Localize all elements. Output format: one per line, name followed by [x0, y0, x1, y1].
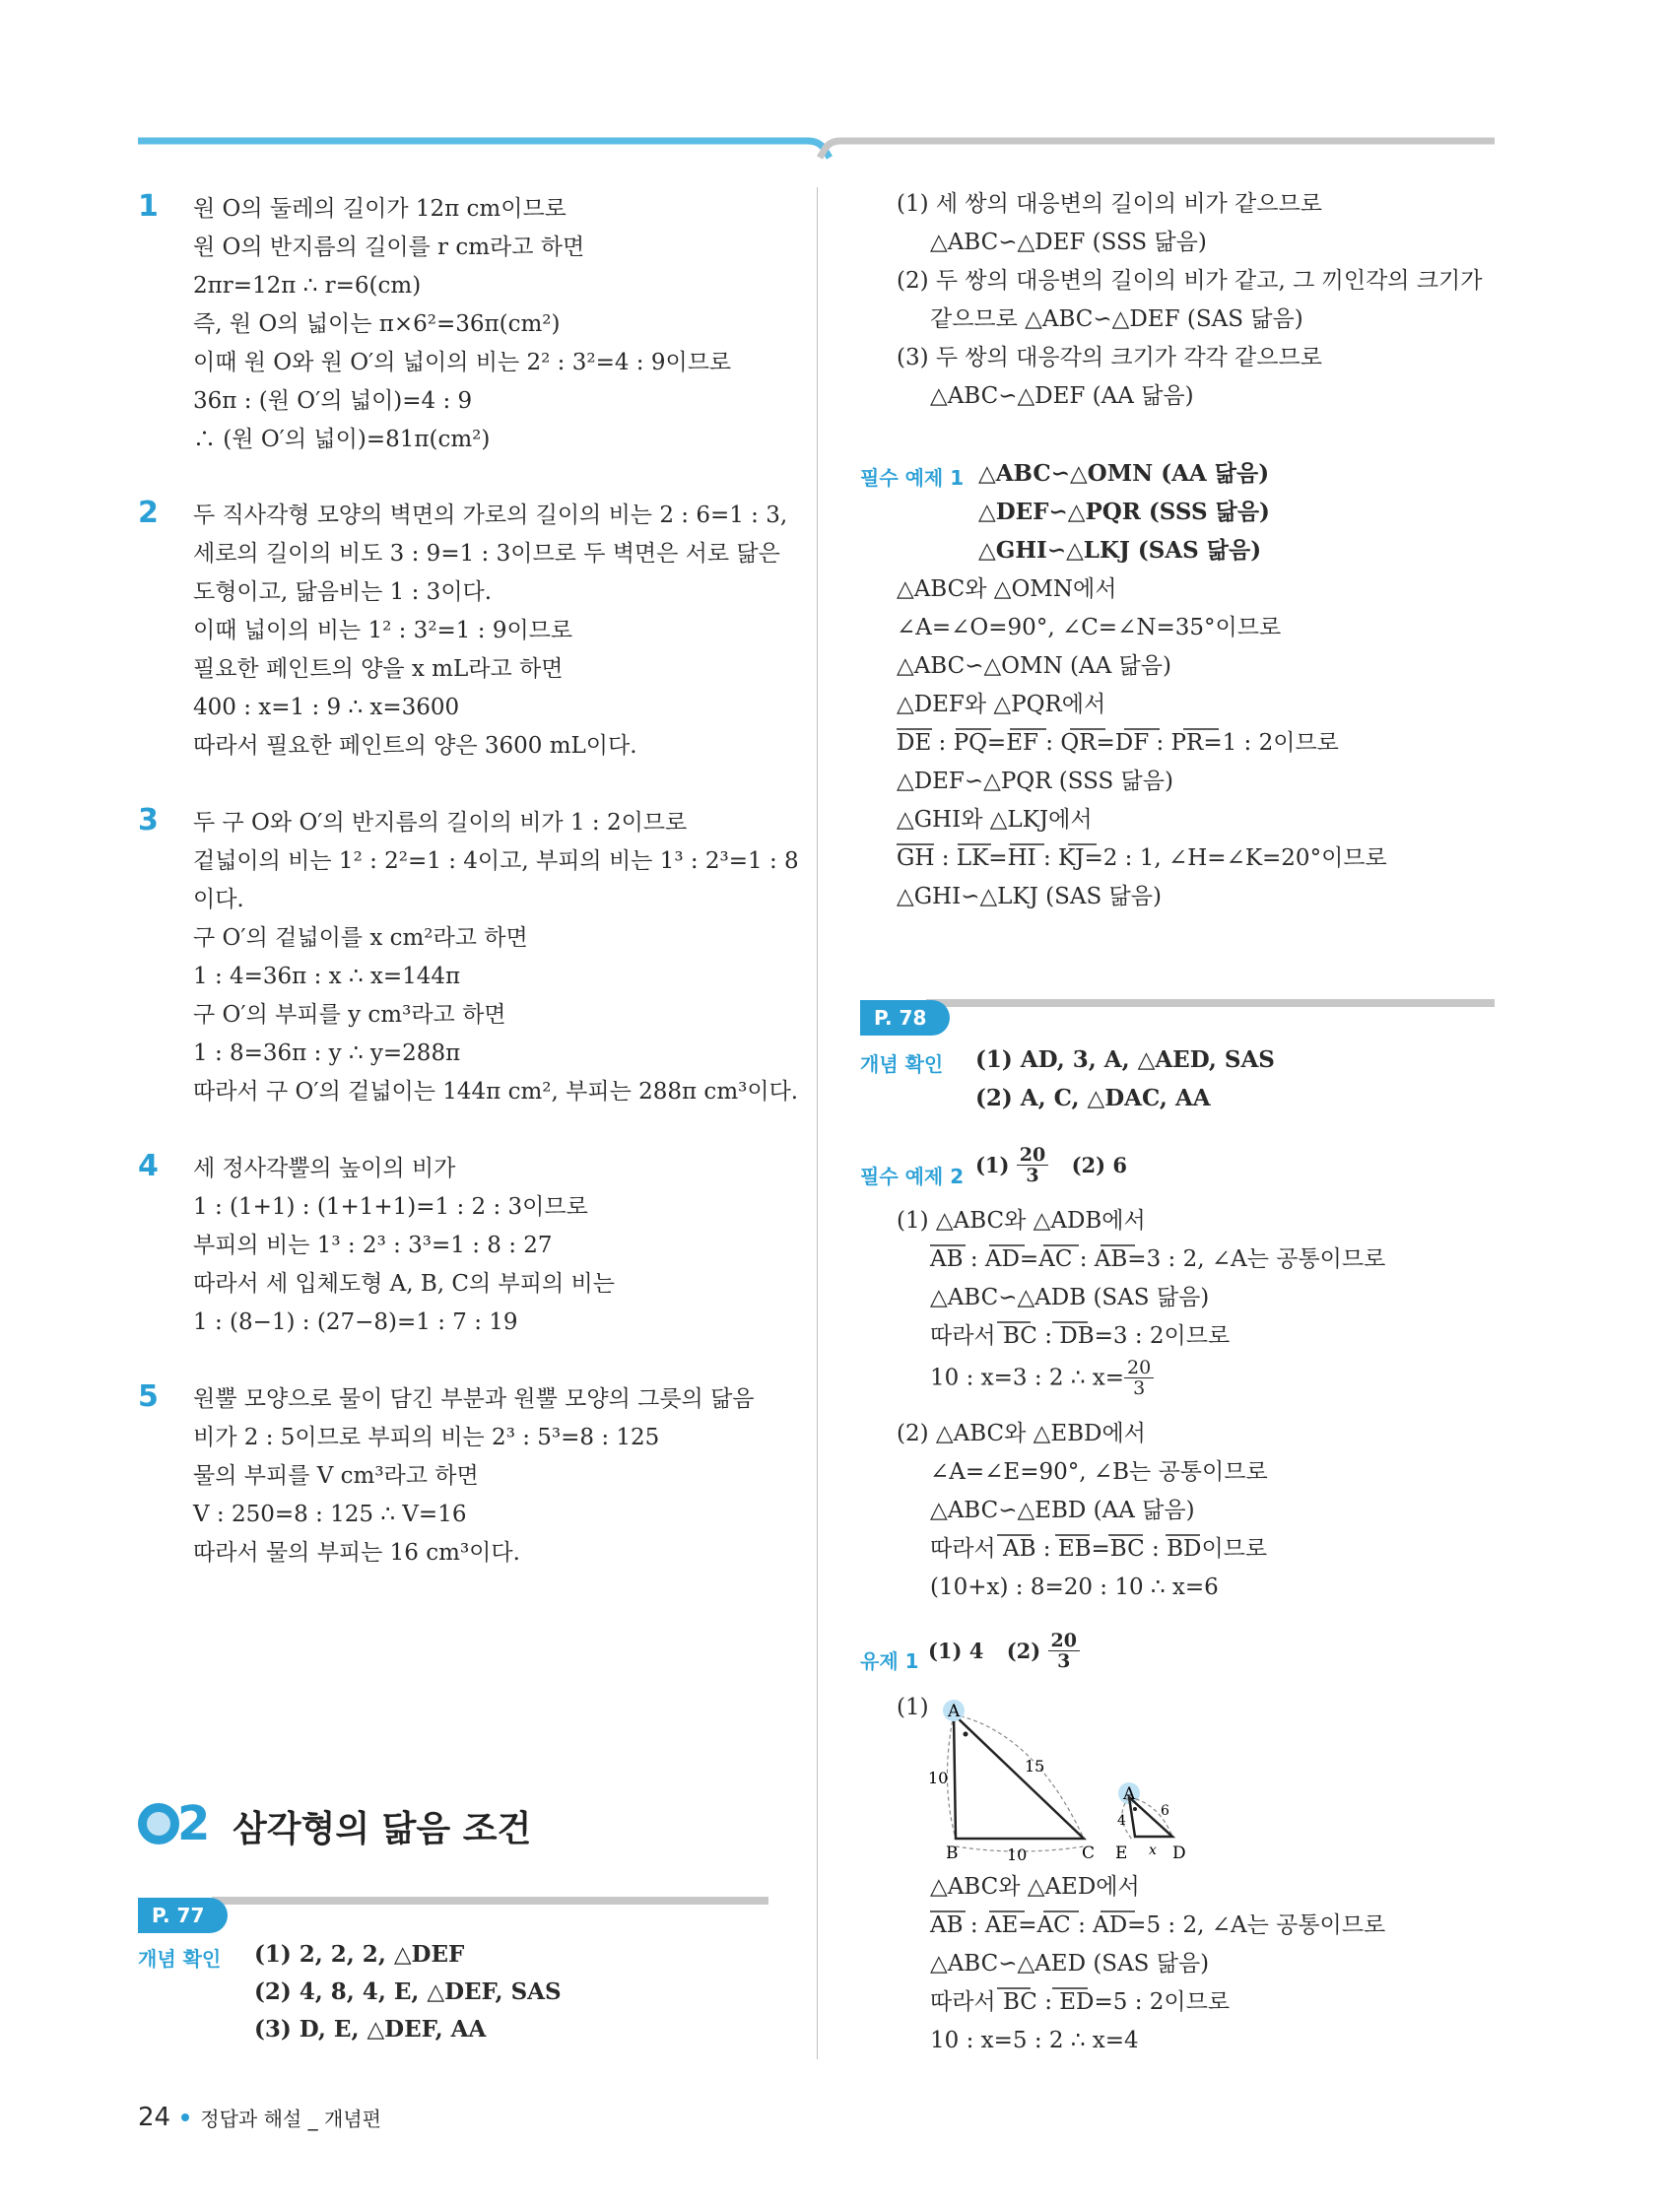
page-tab-77: P. 77 [138, 1898, 228, 1933]
text-line: △GHI와 △LKJ에서 [897, 807, 1093, 833]
text-line: 10 : x=5 : 2 ∴ x=4 [930, 2028, 1139, 2053]
concept-item: (3) D, E, △DEF, AA [254, 2016, 487, 2043]
footer-text: 정답과 해설 _ 개념편 [200, 2107, 381, 2131]
text-line: 이다. [193, 887, 244, 912]
text-line: △ABC∽△EBD (AA 닮음) [930, 1498, 1195, 1523]
vertex-label: E [1115, 1843, 1128, 1860]
text-line: AB : AD=AC : AB=3 : 2, ∠A는 공통이므로 [930, 1246, 1386, 1272]
text-line: 36π : (원 O′의 넓이)=4 : 9 [193, 388, 473, 414]
problem-number: 3 [138, 803, 159, 838]
text-line: 이때 원 O와 원 O′의 넓이의 비는 2² : 3²=4 : 9이므로 [193, 350, 732, 375]
text-line: 따라서 물의 부피는 16 cm³이다. [193, 1540, 520, 1566]
example-label: 필수 예제 2 [860, 1165, 965, 1188]
concept-item: (2) 4, 8, 4, E, △DEF, SAS [254, 1978, 562, 2005]
text-line: ∠A=∠E=90°, ∠B는 공통이므로 [930, 1459, 1268, 1485]
concept-item: (1) AD, 3, A, △AED, SAS [975, 1046, 1275, 1073]
problem-number: 4 [138, 1149, 159, 1183]
text-line: 도형이고, 닮음비는 1 : 3이다. [193, 579, 493, 605]
concept-item: (2) A, C, △DAC, AA [975, 1085, 1211, 1111]
answer-line: (1) $\frac{20}{3}$ (2) 6 [975, 1144, 1127, 1186]
problem-number: 2 [138, 496, 159, 530]
side-label: 10 [928, 1769, 949, 1787]
text-line: 따라서 BC : ED=5 : 2이므로 [930, 1989, 1231, 2015]
text-line: 따라서 필요한 페인트의 양은 3600 mL이다. [193, 733, 637, 759]
text-line: 두 직사각형 모양의 벽면의 가로의 길이의 비는 2 : 6=1 : 3, [193, 503, 788, 528]
text-line: V : 250=8 : 125 ∴ V=16 [193, 1502, 467, 1527]
text-line: DE : PQ=EF : QR=DF : PR=1 : 2이므로 [897, 730, 1339, 756]
text-line: 즉, 원 O의 넓이는 π×6²=36π(cm²) [193, 311, 561, 337]
page-tab-78: P. 78 [860, 1000, 950, 1036]
text-line: 필요한 페인트의 양을 x mL라고 하면 [193, 656, 564, 682]
text-line: (2) 두 쌍의 대응변의 길이의 비가 같고, 그 끼인각의 크기가 [897, 268, 1483, 294]
problem-number: 1 [138, 189, 159, 224]
text-line: 원뿔 모양으로 물이 담긴 부분과 원뿔 모양의 그릇의 닮음 [193, 1386, 755, 1412]
concept-label: 개념 확인 [860, 1052, 944, 1076]
text-line: △ABC∽△OMN (AA 닮음) [897, 653, 1171, 679]
text-line: (2) △ABC와 △EBD에서 [897, 1421, 1146, 1446]
vertex-label: D [1172, 1843, 1186, 1860]
figure-label: (1) [897, 1695, 929, 1720]
text-line: 1 : 4=36π : x ∴ x=144π [193, 964, 461, 989]
text-line: 따라서 AB : EB=BC : BD이므로 [930, 1536, 1268, 1562]
text-line: △ABC∽△AED (SAS 닮음) [930, 1951, 1210, 1977]
text-line: 두 구 O와 O′의 반지름의 길이의 비가 1 : 2이므로 [193, 810, 688, 836]
problem-number: 5 [138, 1379, 159, 1414]
text-line: △ABC∽△ADB (SAS 닮음) [930, 1285, 1210, 1310]
example-label: 필수 예제 1 [860, 466, 965, 490]
text-line: △ABC∽△DEF (AA 닮음) [930, 383, 1194, 409]
text-line: 같으므로 △ABC∽△DEF (SAS 닮음) [930, 306, 1303, 332]
text-line: 1 : (1+1) : (1+1+1)=1 : 2 : 3이므로 [193, 1194, 588, 1220]
text-line: (3) 두 쌍의 대응각의 크기가 각각 같으므로 [897, 345, 1322, 370]
side-label: x [1149, 1843, 1157, 1858]
text-line: 이때 넓이의 비는 1² : 3²=1 : 9이므로 [193, 618, 573, 643]
text-line: ∴ (원 O′의 넓이)=81π(cm²) [193, 427, 491, 452]
concept-label: 개념 확인 [138, 1947, 222, 1971]
text-line: 따라서 구 O′의 겉넓이는 144π cm², 부피는 288π cm³이다. [193, 1079, 799, 1105]
text-line: 따라서 BC : DB=3 : 2이므로 [930, 1323, 1231, 1349]
text-line: 구 O′의 겉넓이를 x cm²라고 하면 [193, 925, 528, 951]
text-line: 부피의 비는 1³ : 2³ : 3³=1 : 8 : 27 [193, 1233, 553, 1258]
text-line: 비가 2 : 5이므로 부피의 비는 2³ : 5³=8 : 125 [193, 1425, 660, 1450]
vertex-label: B [946, 1843, 959, 1860]
text-line: 1 : (8−1) : (27−8)=1 : 7 : 19 [193, 1309, 518, 1335]
concept-item: (1) 2, 2, 2, △DEF [254, 1941, 465, 1968]
answer-line: (1) 4 (2) $\frac{20}{3}$ [928, 1631, 1080, 1671]
answer-line: △ABC∽△OMN (AA 닮음) [978, 460, 1270, 487]
text-line: 물의 부피를 V cm³라고 하면 [193, 1463, 479, 1489]
answer-line: △DEF∽△PQR (SSS 닮음) [978, 499, 1270, 525]
text-line: (1) 세 쌍의 대응변의 길이의 비가 같으므로 [897, 191, 1322, 217]
example-label: 유제 1 [860, 1649, 919, 1673]
vertex-label: C [1082, 1843, 1096, 1860]
text-line: △GHI∽△LKJ (SAS 닮음) [897, 884, 1162, 909]
vertex-label: A [948, 1702, 961, 1721]
answer-line: △GHI∽△LKJ (SAS 닮음) [978, 537, 1262, 564]
text-line: 400 : x=1 : 9 ∴ x=3600 [193, 695, 460, 720]
page-number: 24 [138, 2103, 171, 2132]
text-line: AB : AE=AC : AD=5 : 2, ∠A는 공통이므로 [930, 1912, 1386, 1938]
side-label: 10 [1007, 1845, 1028, 1860]
vertex-label: A [1123, 1784, 1136, 1804]
footer [138, 2103, 381, 2132]
text-line: 구 O′의 부피를 y cm³라고 하면 [193, 1002, 506, 1028]
text-line: 겉넓이의 비는 1² : 2²=1 : 4이고, 부피의 비는 1³ : 2³=1 : 8 [193, 848, 799, 874]
side-label: 15 [1025, 1757, 1045, 1776]
side-label: 6 [1161, 1803, 1169, 1819]
text-line: △ABC와 △AED에서 [930, 1874, 1140, 1900]
text-line: △ABC∽△DEF (SSS 닮음) [930, 230, 1207, 255]
section-number: 2 [138, 1795, 210, 1849]
text-line: 2πr=12π ∴ r=6(cm) [193, 273, 422, 299]
text-line: 세로의 길이의 비도 3 : 9=1 : 3이므로 두 벽면은 서로 닮은 [193, 541, 780, 567]
text-line: GH : LK=HI : KJ=2 : 1, ∠H=∠K=20°이므로 [897, 845, 1387, 871]
section-title: 삼각형의 닮음 조건 [233, 1809, 532, 1849]
text-line: △ABC와 △OMN에서 [897, 576, 1117, 602]
text-line: 세 정사각뿔의 높이의 비가 [193, 1156, 456, 1181]
text-line: 원 O의 둘레의 길이가 12π cm이므로 [193, 196, 567, 222]
text-line: 원 O의 반지름의 길이를 r cm라고 하면 [193, 235, 585, 260]
text-line: (10+x) : 8=20 : 10 ∴ x=6 [930, 1575, 1219, 1600]
bullet-dot [181, 2113, 189, 2121]
text-line: △DEF와 △PQR에서 [897, 692, 1106, 717]
text-line: 1 : 8=36π : y ∴ y=288π [193, 1040, 461, 1066]
text-line: △DEF∽△PQR (SSS 닮음) [897, 769, 1173, 794]
equation-line: 10 : x=3 : 2 ∴ x= $\frac{20}{3}$ [930, 1358, 1154, 1398]
text-line: ∠A=∠O=90°, ∠C=∠N=35°이므로 [897, 615, 1282, 640]
text-line: 따라서 세 입체도형 A, B, C의 부피의 비는 [193, 1271, 615, 1297]
text-line: (1) △ABC와 △ADB에서 [897, 1208, 1146, 1234]
side-label: 4 [1117, 1813, 1126, 1829]
